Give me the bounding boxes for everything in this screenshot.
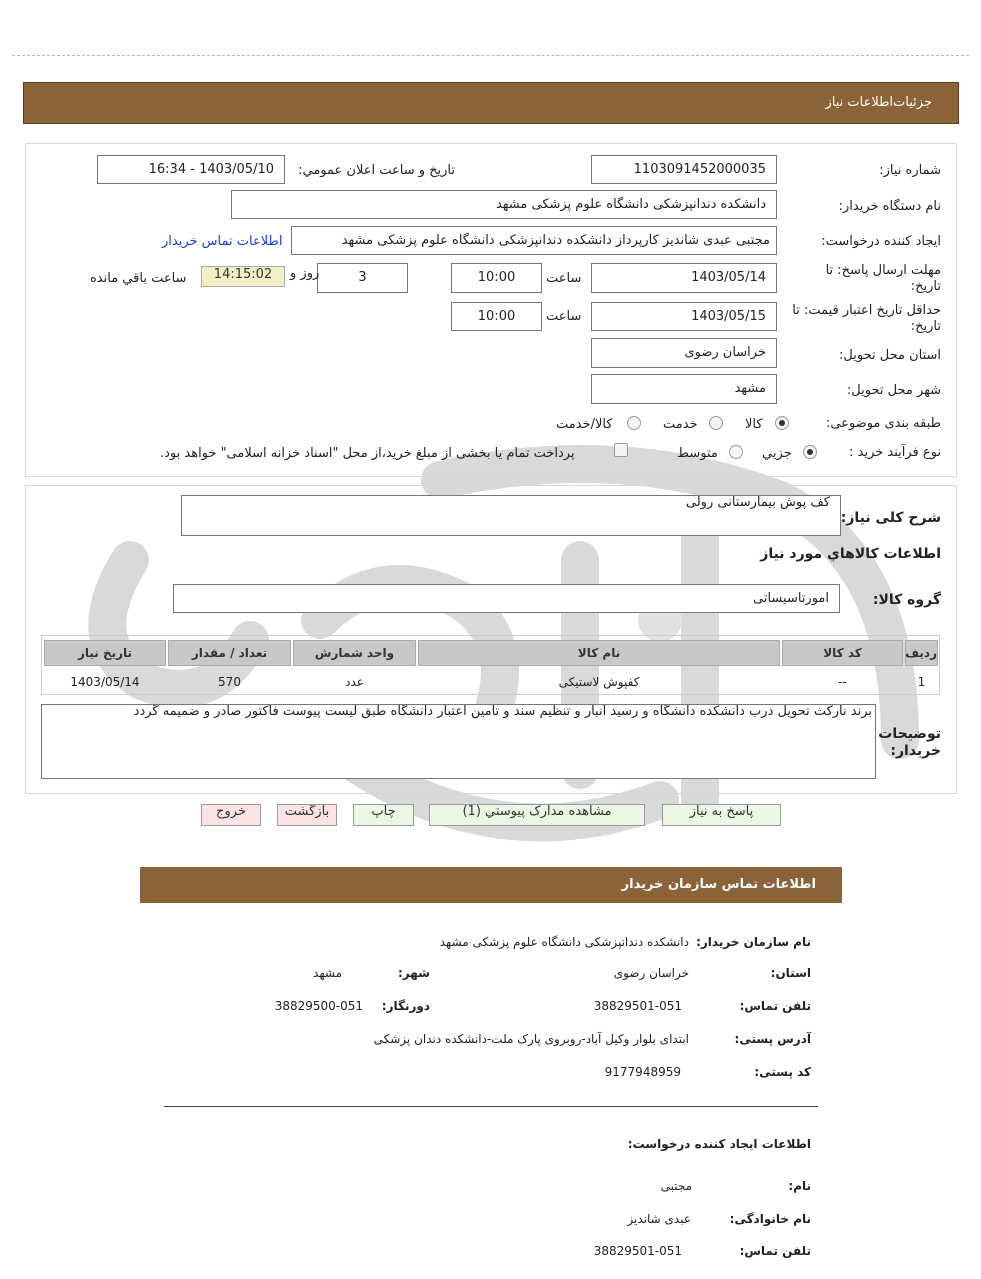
- category-option-goods: کالا: [745, 417, 763, 432]
- contact-fax-label: دورنگار:: [381, 999, 430, 1013]
- table-cell-code: --: [838, 675, 847, 689]
- creator-phone-label: تلفن تماس:: [739, 1244, 811, 1258]
- table-cell-name: کفپوش لاستیکی: [558, 675, 640, 689]
- creator-info-title: اطلاعات ایجاد کننده درخواست:: [627, 1137, 811, 1151]
- contact-org-value: دانشکده دندانپزشکی دانشگاه علوم پزشکی مشهد: [439, 935, 689, 949]
- category-label: طبقه بندی موضوعی:: [825, 416, 941, 431]
- treasury-checkbox[interactable]: [614, 443, 628, 457]
- city-label: شهر محل تحویل:: [846, 383, 941, 398]
- buyer-contact-link[interactable]: اطلاعات تماس خریدار: [162, 234, 283, 249]
- contact-org-label: نام سازمان خریدار:: [696, 935, 811, 949]
- category-radio-goods-service[interactable]: [627, 416, 641, 430]
- validity-label: حداقل تاریخ اعتبار قیمت: تا تاریخ:: [792, 303, 941, 334]
- contact-city-label: شهر:: [398, 966, 430, 980]
- category-option-goods-service: کالا/خدمت: [556, 417, 613, 432]
- category-radio-service[interactable]: [709, 416, 723, 430]
- contact-province-value: خراسان رضوی: [613, 966, 689, 980]
- process-radio-minor[interactable]: [803, 445, 817, 459]
- process-option-medium: متوسط: [677, 446, 718, 461]
- process-label: نوع فرآیند خرید :: [849, 445, 941, 460]
- contact-header: [140, 867, 842, 903]
- page-header: [23, 82, 959, 124]
- table-cell-unit: عدد: [345, 675, 364, 689]
- attachments-button[interactable]: مشاهده مدارک پیوستي (1): [429, 804, 645, 826]
- category-option-service: خدمت: [663, 417, 698, 432]
- description-label: شرح کلی نیاز:: [840, 510, 941, 526]
- description-field: کف پوش بیمارستانی رولی: [181, 495, 841, 536]
- table-header-row-no: رديف: [905, 640, 938, 666]
- announce-date-field: 1403/05/10 - 16:34: [97, 155, 285, 184]
- creator-phone-value: 38829501-051: [593, 1244, 682, 1258]
- deadline-label: مهلت ارسال پاسخ: تا تاریخ:: [825, 263, 941, 294]
- deadline-time-label: ساعت: [546, 271, 582, 286]
- table-cell-date: 1403/05/14: [70, 675, 140, 689]
- goods-group-label: گروه کالا:: [872, 592, 941, 608]
- validity-date-field: 1403/05/15: [591, 302, 777, 331]
- category-radio-goods[interactable]: [775, 416, 789, 430]
- contact-divider: [164, 1106, 818, 1107]
- validity-time-field: 10:00: [451, 302, 542, 331]
- buyer-notes-field: برند نارکث تحویل درب دانشکده دانشگاه و رسید انبار و تنظیم سند و تامین اعتبار دانشگاه طبق لیست پیوست فاکتور صادر و ضمیمه گردد: [41, 704, 876, 779]
- table-header-date: تاریخ نیاز: [44, 640, 166, 666]
- process-option-minor: جزيي: [762, 446, 792, 461]
- reply-button[interactable]: پاسخ به نياز: [662, 804, 781, 826]
- table-header-code: کد کالا: [782, 640, 903, 666]
- treasury-note: پرداخت تمام یا بخشی از مبلغ خرید،از محل "اسناد خزانه اسلامی" خواهد بود.: [160, 446, 575, 461]
- table-row: 1: [917, 675, 926, 689]
- announce-label: تاريخ و ساعت اعلان عمومي:: [298, 163, 455, 178]
- province-field: خراسان رضوی: [591, 338, 777, 368]
- contact-postal-value: 9177948959: [604, 1065, 681, 1079]
- contact-phone-label: تلفن تماس:: [739, 999, 811, 1013]
- deadline-time-field: 10:00: [451, 263, 542, 293]
- creator-field: مجتبی عبدی شاندیز کارپرداز دانشکده دندانپزشکی دانشگاه علوم پزشکی مشهد: [291, 226, 777, 255]
- contact-address-value: ابتدای بلوار وکیل آباد-روبروی پارک ملت-دانشکده دندان پزشکی: [373, 1032, 689, 1046]
- process-radio-medium[interactable]: [729, 445, 743, 459]
- creator-last-name-value: عبدی شاندیز: [627, 1212, 691, 1226]
- creator-last-name-label: نام خانوادگی:: [729, 1212, 811, 1226]
- creator-first-name-label: نام:: [788, 1179, 811, 1193]
- city-field: مشهد: [591, 374, 777, 404]
- remaining-time-display: 14:15:02: [201, 266, 285, 287]
- exit-button[interactable]: خروج: [201, 804, 261, 826]
- contact-city-value: مشهد: [313, 966, 342, 980]
- table-header-unit: واحد شمارش: [293, 640, 416, 666]
- back-button[interactable]: بازگشت: [277, 804, 337, 826]
- buyer-org-field: دانشکده دندانپزشکی دانشگاه علوم پزشکی مشهد: [231, 190, 777, 219]
- deadline-date-field: 1403/05/14: [591, 263, 777, 293]
- table-header-quantity: تعداد / مقدار: [168, 640, 291, 666]
- need-number-label: شماره نیاز:: [879, 163, 941, 178]
- remaining-label: ساعت باقي مانده: [90, 271, 187, 286]
- print-button[interactable]: چاپ: [353, 804, 414, 826]
- page-title: جزئیات‌اطلاعات نیاز: [825, 95, 932, 110]
- goods-info-title: اطلاعات کالاهاي مورد نياز: [760, 546, 941, 562]
- creator-label: ایجاد کننده درخواست:: [821, 234, 941, 249]
- contact-fax-value: 38829500-051: [274, 999, 363, 1013]
- days-label: روز و: [290, 266, 320, 281]
- creator-first-name-value: مجتبی: [660, 1179, 692, 1193]
- buyer-notes-label: توضیحات خریدار:: [878, 726, 941, 759]
- top-divider: [12, 55, 969, 56]
- days-remaining-field: 3: [317, 263, 408, 293]
- contact-phone-value: 38829501-051: [593, 999, 682, 1013]
- buyer-org-label: نام دستگاه خریدار:: [838, 199, 941, 214]
- table-header-name: نام کالا: [418, 640, 780, 666]
- province-label: استان محل تحویل:: [839, 348, 941, 363]
- contact-province-label: استان:: [770, 966, 811, 980]
- validity-time-label: ساعت: [546, 309, 582, 324]
- contact-address-label: آدرس پستی:: [734, 1032, 811, 1046]
- table-cell-quantity: 570: [218, 675, 241, 689]
- goods-group-field: امورتاسیساتی: [173, 584, 840, 613]
- contact-title: اطلاعات تماس سازمان خریدار: [621, 877, 816, 892]
- need-number-field: 1103091452000035: [591, 155, 777, 184]
- contact-postal-label: کد پستی:: [754, 1065, 811, 1079]
